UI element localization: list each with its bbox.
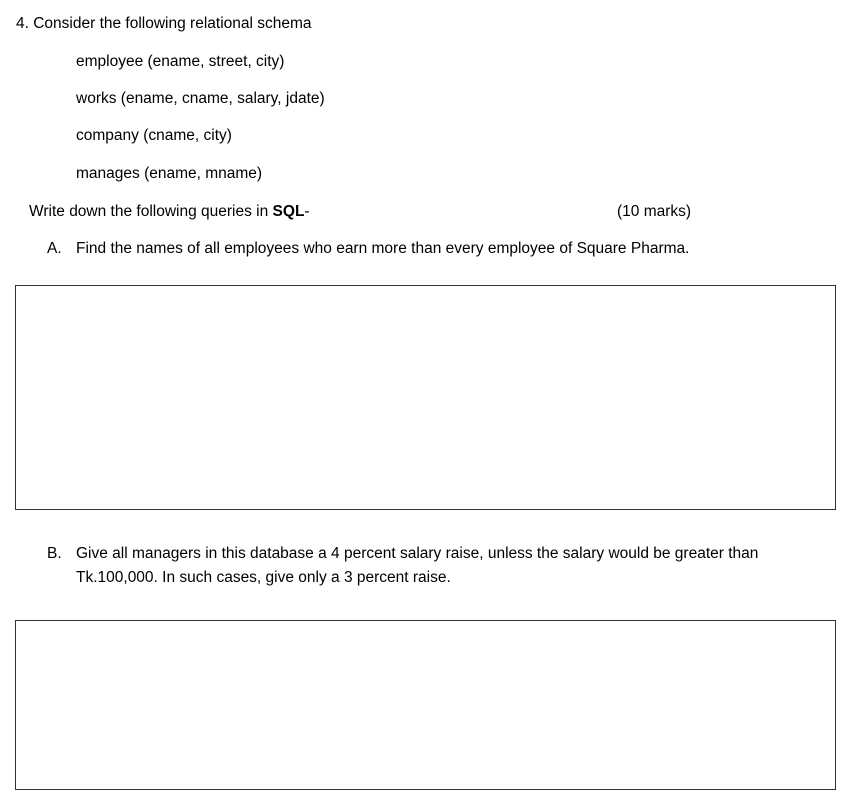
subquestion-a-text: Find the names of all employees who earn more than every employee of Square Pharma. bbox=[76, 240, 690, 257]
answer-box-b[interactable] bbox=[15, 620, 836, 790]
answer-box-a[interactable] bbox=[15, 285, 836, 510]
instruction-keyword: SQL bbox=[272, 203, 305, 220]
schema-works: works (ename, cname, salary, jdate) bbox=[76, 90, 325, 107]
marks-label: (10 marks) bbox=[617, 203, 692, 220]
schema-manages: manages (ename, mname) bbox=[76, 165, 263, 182]
instruction bbox=[29, 202, 310, 222]
schema-employee: employee (ename, street, city) bbox=[76, 53, 285, 70]
subquestion-a-letter: A. bbox=[47, 240, 62, 257]
schema-company: company (cname, city) bbox=[76, 127, 232, 144]
instruction-suffix: - bbox=[304, 203, 310, 220]
instruction-prefix: Write down the following queries in bbox=[29, 203, 273, 220]
question-heading: 4. Consider the following relational schema bbox=[16, 15, 312, 32]
subquestion-b-letter: B. bbox=[47, 545, 62, 562]
subquestion-b-text: Give all managers in this database a 4 percent salary raise, unless the salary would be greater than Tk.100,000. In such cases, give only a 3 percent raise. bbox=[76, 545, 759, 586]
